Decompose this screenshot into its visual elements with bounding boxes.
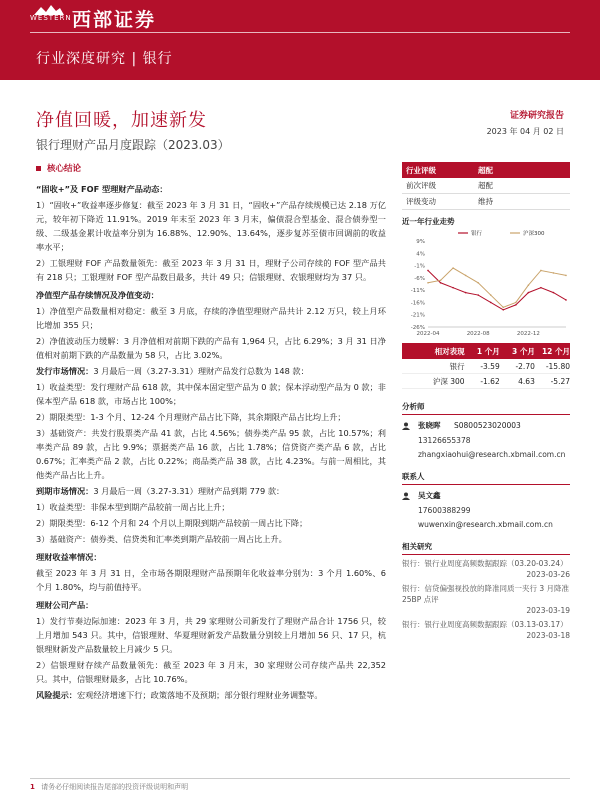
data-point <box>553 272 555 274</box>
analyst-title: 分析师 <box>402 401 570 415</box>
y-tick-label: -6% <box>414 275 425 282</box>
y-tick-label: 9% <box>416 239 425 245</box>
data-point <box>540 270 542 272</box>
data-point <box>465 275 467 277</box>
data-point <box>528 292 530 294</box>
paragraph: 3）基础资产：债券类、信贷类和汇率类到期产品较前一周占比上升。 <box>36 534 287 544</box>
legend-label: 沪深300 <box>523 231 545 237</box>
footer-text: 请务必仔细阅读报告尾部的投资评级说明和声明 <box>41 783 189 791</box>
data-point <box>540 287 542 289</box>
y-tick-label: -21% <box>410 312 425 319</box>
paragraph: 1）净值型产品数量相对稳定：截至 3 月底，存续的净值型理财产品共计 2.12 万只，较上月环比增加 355 只； <box>36 306 386 330</box>
paragraph: 1）收益类型：发行理财产品 618 款，其中保本固定型产品为 0 款；保本浮动型产品为 0 款；非保本型产品 618 款，市场占比 100%； <box>36 382 386 406</box>
data-point <box>440 282 442 284</box>
sidebar <box>402 162 570 641</box>
data-point <box>490 294 492 296</box>
performance-row: 沪深 300 -1.62 4.63 -5.27 <box>402 374 570 389</box>
data-point <box>528 284 530 286</box>
paragraph: 3）基础资产：共发行股票类产品 41 款，占比 4.56%；债券类产品 95 款，占比 10.57%；利率类产品 89 款，占比 9.9%；票据类产品 16 款，占比 1.78%；信贷资产类产品 6 款，占比 0.67%；汇率类产品 2 款，占比 0.22%；商品类产品 38 款，占比 4.23%。与前一周相比，其他类产品占比上升。 <box>36 428 386 480</box>
data-point <box>452 287 454 289</box>
y-tick-label: -26% <box>410 325 425 331</box>
paragraph: 2）净值波动压力缓解：3 月净值相对前期下跌的产品有 1,964 只，占比 6.29%；3 月 31 日净值相对前期下跌的产品数量为 58 只，占比 3.02%。 <box>36 336 386 360</box>
contact-title: 联系人 <box>402 471 570 485</box>
data-point <box>477 282 479 284</box>
analyst-phone: 13126655378 <box>418 436 471 445</box>
rating-table <box>402 162 570 210</box>
contact-phone: 17600388299 <box>418 506 471 515</box>
paragraph: 1）收益类型：非保本型到期产品较前一周占比上升； <box>36 502 230 512</box>
yield-heading: 理财收益率情况： <box>36 552 102 562</box>
trend-chart <box>402 227 570 337</box>
rating-row: 前次评级 超配 <box>402 178 570 194</box>
paragraph: 1）发行节奏边际加速：2023 年 3 月，共 29 家理财公司新发行了理财产品合计 1756 只，较上月增加 543 只。其中，信银理财、华夏理财新发产品数量分别较上月增加 56 只、17 只，杭银理财新发产品数量较上月减少 5 只。 <box>36 616 386 654</box>
conclusion-column <box>36 162 386 702</box>
data-point <box>440 280 442 282</box>
maturity-paragraph: 到期市场情况：3 月最后一周（3.27-3.31）理财产品到期 779 款： <box>36 486 285 496</box>
data-point <box>477 294 479 296</box>
y-tick-label: -1% <box>414 263 425 270</box>
paragraph: 1）“固收+”收益率逐步修复：截至 2023 年 3 月 31 日，“固收+”产品存续规模已达 2.18 万亿元，较年初下降近 11.91%。2019 年末至 2023 年 3 月末，偏债混合型基金、混合债券型一级、二级基金累计收益率分别为 16.88%、12.90%、13.64%，逐步复苏至债市回调前的收益率水平； <box>36 200 386 252</box>
paragraph: 2）工银理财 FOF 产品数量领先：截至 2023 年 3 月 31 日，理财子公司存续的 FOF 型产品共有 218 只；工银理财 FOF 型产品数目最多，共计 49 只；信银理财、农银理财均为 37 只。 <box>36 258 386 282</box>
x-tick-label: 2022-08 <box>466 331 490 337</box>
core-conclusion-heading: 核心结论 <box>36 162 386 176</box>
legend-label: 银行 <box>471 231 483 237</box>
series-line <box>428 268 566 307</box>
x-tick-label: 2022-12 <box>516 331 540 337</box>
person-icon <box>402 492 410 500</box>
data-point <box>502 309 504 311</box>
report-subtitle: 银行理财产品月度跟踪（2023.03） <box>36 138 230 152</box>
report-title: 净值回暖，加速新发 <box>36 110 207 131</box>
person-icon <box>402 422 410 430</box>
performance-header: 相对表现 1 个月 3 个月 12 个月 <box>402 343 570 359</box>
header-banner <box>0 0 600 80</box>
page-number: 1 <box>30 783 35 791</box>
paragraph: 截至 2023 年 3 月 31 日，全市场各期限理财产品预期年化收益率分别为：3 个月 1.60%、6 个月 1.80%，均与前值持平。 <box>36 568 386 592</box>
report-type: 证券研究报告 <box>509 111 564 121</box>
analyst-email[interactable]: zhangxiaohui@research.xbmail.com.cn <box>418 450 566 459</box>
company-products-heading: 理财公司产品： <box>36 600 94 610</box>
issuance-paragraph: 发行市场情况：3 月最后一周（3.27-3.31）理财产品发行总数为 148 款： <box>36 366 309 376</box>
fixed-income-heading: “固收+”及 FOF 型理财产品动态： <box>36 184 168 194</box>
header-divider <box>30 32 570 33</box>
contact-email[interactable]: wuwenxin@research.xbmail.com.cn <box>418 520 553 529</box>
related-item[interactable]: 银行：信贷偏强视投放的降准同质一夹行 3 月降准 25BP 点评 2023-03-19 <box>402 584 570 615</box>
performance-table <box>402 343 570 389</box>
paragraph: 2）期限类型：1-3 个月、12-24 个月理财产品占比下降，其余期限产品占比均上升； <box>36 412 346 422</box>
rating-row: 行业评级 超配 <box>402 162 570 178</box>
paragraph: 2）信银理财存续产品数量领先：截至 2023 年 3 月末，30 家理财公司存续产品共 22,352 只。其中，信银理财最多，占比 10.76%。 <box>36 660 386 684</box>
y-tick-label: -16% <box>410 300 425 307</box>
analyst-name-row <box>402 420 570 431</box>
data-point <box>427 282 429 284</box>
net-value-heading: 净值型产品存续情况及净值变动： <box>36 290 159 300</box>
logo-text: WESTERN <box>30 14 72 22</box>
data-point <box>515 304 517 306</box>
data-point <box>465 292 467 294</box>
x-tick-label: 2022-04 <box>416 331 440 337</box>
data-point <box>490 302 492 304</box>
risk-paragraph: 风险提示：宏观经济增速下行；政策落地不及预期；部分银行理财业务调整等。 <box>36 690 323 700</box>
footer-divider <box>30 778 570 779</box>
paragraph: 2）期限类型：6-12 个月和 24 个月以上期限到期产品较前一周占比下降； <box>36 518 308 528</box>
related-research-title: 相关研究 <box>402 541 570 555</box>
y-tick-label: 4% <box>416 251 425 258</box>
data-point <box>427 270 429 272</box>
bullet-icon <box>36 166 41 171</box>
data-point <box>502 307 504 309</box>
related-item[interactable]: 银行：银行业周度高频数据跟踪（03.20-03.24） 2023-03-26 <box>402 559 570 579</box>
data-point <box>565 299 567 301</box>
analyst-name: 张晓晖 <box>418 421 441 430</box>
contact-name-row <box>402 490 570 501</box>
rating-row: 评级变动 维持 <box>402 194 570 210</box>
related-item[interactable]: 银行：银行业周度高频数据跟踪（03.13-03.17） 2023-03-18 <box>402 620 570 640</box>
data-point <box>565 275 567 277</box>
chart-title: 近一年行业走势 <box>402 217 455 226</box>
report-date: 2023 年 04 月 02 日 <box>486 127 564 136</box>
data-point <box>553 292 555 294</box>
header-subtitle: 行业深度研究 | 银行 <box>36 51 173 67</box>
series-line <box>428 270 566 309</box>
data-point <box>515 302 517 304</box>
y-tick-label: -11% <box>410 288 425 295</box>
footer <box>30 782 188 792</box>
brand-name: 西部证券 <box>72 9 157 31</box>
performance-row: 银行 -3.59 -2.70 -15.80 <box>402 359 570 374</box>
analyst-license: S0800523020003 <box>454 421 521 430</box>
data-point <box>452 267 454 269</box>
contact-name: 吴文鑫 <box>418 491 441 500</box>
